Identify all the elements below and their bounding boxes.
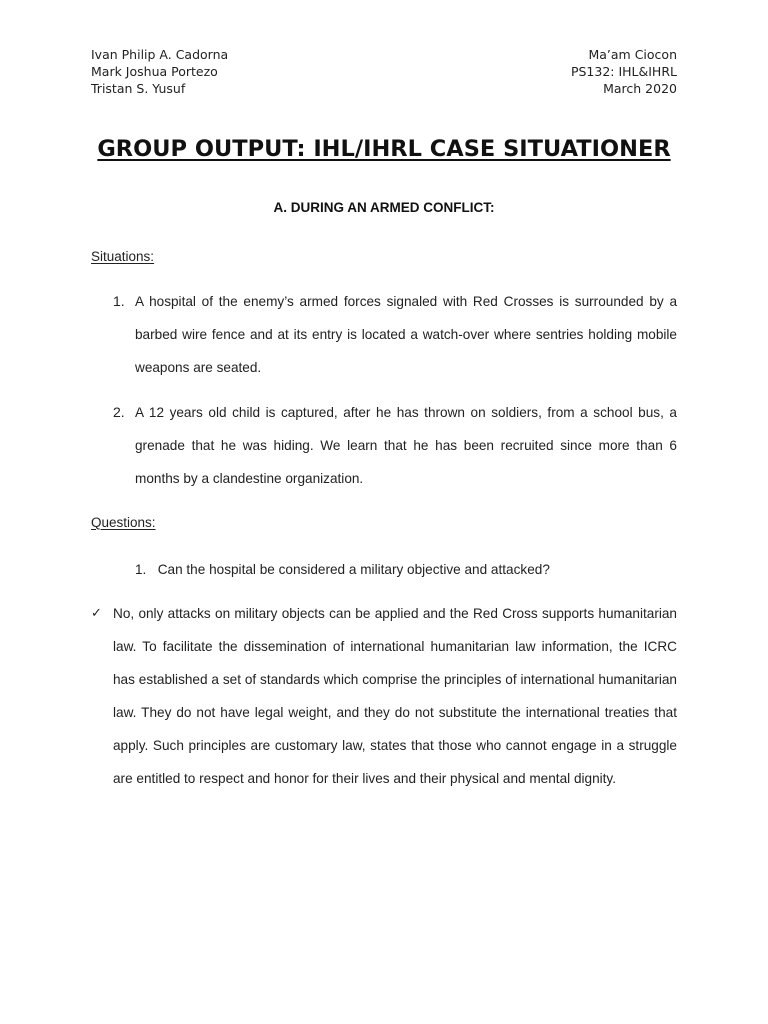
situation-text: A hospital of the enemy’s armed forces signaled with Red Crosses is surrounded by a barbed wire fence and at its entry is located a watch-over where sentries holding mobile weapons are seated. bbox=[135, 294, 677, 375]
check-icon: ✓ bbox=[91, 606, 102, 621]
situation-item bbox=[113, 396, 677, 495]
answer-item bbox=[91, 597, 677, 795]
section-heading: A. DURING AN ARMED CONFLICT: bbox=[273, 200, 495, 215]
question-number: 1. bbox=[135, 562, 147, 577]
situation-text: A 12 years old child is captured, after he has thrown on soldiers, from a school bus, a grenade that he was hiding. We learn that he has been recruited since more than 6 months by a clandestine organization. bbox=[135, 405, 677, 486]
course-info bbox=[571, 46, 677, 97]
author-list bbox=[91, 46, 228, 97]
question-text: Can the hospital be considered a military objective and attacked? bbox=[157, 562, 550, 577]
course-code: PS132: IHL&IHRL bbox=[570, 64, 677, 79]
document-title: GROUP OUTPUT: IHL/IHRL CASE SITUATIONER bbox=[97, 136, 671, 162]
situation-number: 2. bbox=[113, 404, 125, 420]
author-name: Mark Joshua Portezo bbox=[91, 64, 218, 79]
situation-item bbox=[113, 285, 677, 384]
author-name: Ivan Philip A. Cadorna bbox=[91, 47, 229, 62]
question-item bbox=[135, 562, 550, 577]
situation-number: 1. bbox=[113, 293, 125, 309]
questions-label: Questions: bbox=[91, 515, 156, 530]
document-date: March 2020 bbox=[603, 81, 677, 96]
answer-text: No, only attacks on military objects can be applied and the Red Cross supports humanitarian law. To facilitate the dissemination of international humanitarian law information, the ICRC has established a set of standards which comprise the principles of international humanitarian law. They do not have legal weight, and they do not substitute the international treaties that apply. Such principles are customary law, states that those who cannot engage in a struggle are entitled to respect and honor for their lives and their physical and mental dignity. bbox=[113, 606, 677, 786]
situations-label: Situations: bbox=[91, 249, 155, 264]
author-name: Tristan S. Yusuf bbox=[91, 81, 186, 96]
instructor-name: Ma’am Ciocon bbox=[588, 47, 677, 62]
